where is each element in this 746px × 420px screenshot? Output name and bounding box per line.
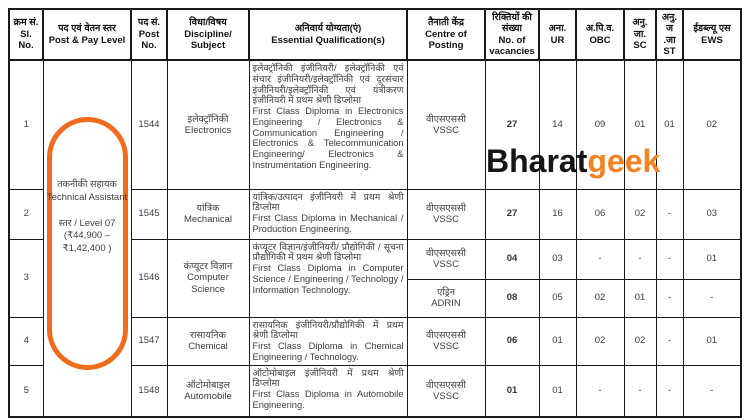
qualification-english: First Class Diploma in Chemical Engineering / Technology. [252,341,404,362]
discipline-hindi: ऑटोमोबाइल [185,379,231,391]
vacancies-ews: 02 [683,60,741,189]
header-st [656,9,683,60]
header-sl-no-english: Sl. No. [18,28,34,52]
post-title-english: Technical Assistant [46,191,128,203]
header-vacancies-hindi: रिक्तियों की संख्या [492,11,532,35]
qualification-hindi: कंप्यूटर विज्ञान/इंजीनियरी/ प्रौद्योगिकी / सूचना प्रौद्योगिकी में प्रथम श्रेणी डिप्लोमा [252,241,404,263]
discipline-english: Mechanical [183,214,233,225]
post-no-1544: 1544 [131,60,167,189]
header-post-no-hindi: पद सं. [137,17,161,29]
header-ur [539,9,576,60]
vacancies-total: 08 [485,279,539,317]
header-centre-hindi: तैनाती केंद्र [427,17,464,29]
post-no-1548: 1548 [131,365,167,417]
sl-no-5: 5 [9,365,43,417]
vacancies-sc: 02 [624,317,656,365]
centre-adrin [407,279,485,317]
vacancies-ews: - [683,279,741,317]
header-discipline-english: Discipline/ Subject [184,28,232,52]
header-discipline-hindi: विधा/विषय [189,17,227,29]
qualification-automobile [249,365,407,417]
header-post-pay-english: Post & Pay Level [48,34,126,46]
pay-level: स्तर / Level 07 [58,217,116,229]
qualification-electronics [249,60,407,189]
header-vacancies-english: No. of vacancies [489,34,535,57]
bharatgeek-watermark-logo [486,143,660,180]
post-title-hindi: तकनीकी सहायक [57,179,117,190]
discipline-hindi: इलेक्ट्रॉनिकी [187,113,229,125]
vacancies-st: - [656,279,683,317]
vacancies-st: - [656,365,683,417]
vacancies-sc: - [624,239,656,279]
qualification-english: First Class Diploma in Mechanical / Production Engineering. [252,213,404,234]
header-discipline [167,9,249,60]
vacancies-total: 27 [485,189,539,239]
centre-english: VSSC [433,124,459,136]
header-sl-no-hindi: क्रम सं. [13,17,39,29]
header-post-pay-level [43,9,131,60]
qualification-hindi: रासायनिक इंजीनियरी/प्रौद्योगिकी में प्रथम श्रेणी डिप्लोमा [252,319,404,341]
discipline-automobile [167,365,249,417]
vacancies-total: 27 [485,60,539,189]
centre-vssc [407,189,485,239]
vacancies-obc: 06 [576,189,624,239]
qualification-hindi: यांत्रिक/उत्पादन इंजीनियरी में प्रथम श्रेणी डिप्लोमा [252,191,404,213]
post-no-1546: 1546 [131,239,167,317]
discipline-hindi: यांत्रिक [196,202,220,214]
vacancies-obc: - [576,239,624,279]
vacancies-ews: 03 [683,189,741,239]
qualification-mechanical [249,189,407,239]
watermark-text-orange: geek [587,143,661,179]
centre-english: VSSC [433,259,459,270]
header-qualification [249,9,407,60]
qualification-english: First Class Diploma in Computer Science / Engineering / Technology / Information Technology. [252,263,404,295]
watermark-text-black: Bharat [486,143,588,179]
vacancies-obc: 02 [576,279,624,317]
vacancies-sc: - [624,365,656,417]
header-ews [683,9,741,60]
header-qualification-english: Essential Qualification(s) [271,34,385,46]
post-no-1547: 1547 [131,317,167,365]
vacancies-st: - [656,317,683,365]
header-post-no-english: Post No. [138,28,160,52]
discipline-hindi: कंप्यूटर विज्ञान [183,261,233,273]
qualification-hindi: इलेक्ट्रॉनिकी इंजीनियरी/ इलेक्ट्रॉनिकी एवं संचार इंजीनियरी/इलेक्ट्रॉनिकी एवं दूरसंचार इंजीनियरी/इलेक्ट्रॉनिकी एवं यंत्रीकरण इंजीनियरी में प्रथम श्रेणी डिप्लोमा [252,63,404,106]
header-sl-no [9,9,43,60]
vacancies-total: 01 [485,365,539,417]
centre-english: VSSC [433,341,459,353]
vacancies-obc: 09 [576,60,624,189]
discipline-mechanical [167,189,249,239]
vacancies-obc: - [576,365,624,417]
post-pay-level-cell [43,60,131,417]
header-post-no [131,9,167,60]
qualification-english: First Class Diploma in Electronics Engineering / Electronics & Communication Engineering / Electronics & Telecommunication Engineering/ Electronics & Instrumentation Engineering. [252,106,404,171]
vacancies-ur: 14 [539,60,576,189]
centre-hindi: वीएसएससी [426,113,466,125]
discipline-english: Automobile [184,390,232,402]
header-post-pay-hindi: पद एवं वेतन स्तर [58,23,116,35]
centre-hindi: वीएसएससी [426,247,466,259]
vacancies-sc: 02 [624,189,656,239]
centre-hindi: वीएसएससी [426,379,466,391]
qualification-english: First Class Diploma in Automobile Engineering. [252,389,404,410]
vacancies-ur: 05 [539,279,576,317]
vacancies-ews: 01 [683,317,741,365]
header-ews-hindi: ईडब्ल्यू एस [693,23,731,35]
header-st-hindi: अनु.ज .जा [661,11,678,46]
discipline-hindi: रासायनिक [190,329,226,341]
vacancies-st: - [656,189,683,239]
header-sc-english: SC [633,40,647,52]
centre-hindi: एड्रिन [436,286,456,298]
pay-range-line1: (₹44,900 – [63,230,111,242]
centre-vssc [407,365,485,417]
centre-english: VSSC [433,390,459,402]
header-obc [576,9,624,60]
header-qualification-hindi: अनिवार्य योग्यता(एं) [294,23,362,35]
discipline-english: Chemical [188,341,228,353]
discipline-computer-science [167,239,249,317]
pay-range-line2: ₹1,42,400 ) [62,243,112,255]
header-centre-english: Centre of Posting [425,28,467,52]
sl-no-1: 1 [9,60,43,189]
header-vacancies [485,9,539,60]
qualification-computer-science [249,239,407,317]
centre-hindi: वीएसएससी [426,329,466,341]
spacer [44,205,131,218]
centre-hindi: वीएसएससी [426,202,466,214]
sl-no-4: 4 [9,317,43,365]
vacancies-ur: 03 [539,239,576,279]
header-ews-english: EWS [701,34,723,46]
sl-no-2: 2 [9,189,43,239]
vacancies-ur: 16 [539,189,576,239]
centre-english: ADRIN [431,298,461,309]
vacancies-sc: 01 [624,60,656,189]
header-st-english: ST [663,45,676,57]
header-ur-hindi: अना. [548,23,567,35]
sl-no-3: 3 [9,239,43,317]
centre-english: VSSC [433,214,459,225]
vacancies-ews: 01 [683,239,741,279]
discipline-english: Computer Science [187,272,229,295]
discipline-chemical [167,317,249,365]
vacancies-ews: - [683,365,741,417]
vacancy-table [8,8,742,418]
vacancies-ur: 01 [539,365,576,417]
header-sc-hindi: अनु. जा. [632,17,648,40]
vacancies-st: - [656,239,683,279]
header-centre-posting [407,9,485,60]
discipline-electronics [167,60,249,189]
post-no-1545: 1545 [131,189,167,239]
centre-vssc [407,317,485,365]
vacancies-ur: 01 [539,317,576,365]
header-obc-english: OBC [589,34,611,46]
centre-vssc [407,239,485,279]
vacancies-sc: 01 [624,279,656,317]
centre-vssc [407,60,485,189]
vacancies-obc: 02 [576,317,624,365]
vacancies-total: 06 [485,317,539,365]
qualification-chemical [249,317,407,365]
table-header-row [9,9,741,60]
qualification-hindi: ऑटोमोबाइल इंजीनियरी में प्रथम श्रेणी डिप्लोमा [252,367,404,389]
vacancies-total: 04 [485,239,539,279]
header-ur-english: UR [550,34,565,46]
post-pay-level-text [44,179,131,256]
discipline-english: Electronics [184,124,232,136]
header-obc-hindi: अ.पि.व. [585,23,615,35]
vacancies-st: 01 [656,60,683,189]
header-sc [624,9,656,60]
